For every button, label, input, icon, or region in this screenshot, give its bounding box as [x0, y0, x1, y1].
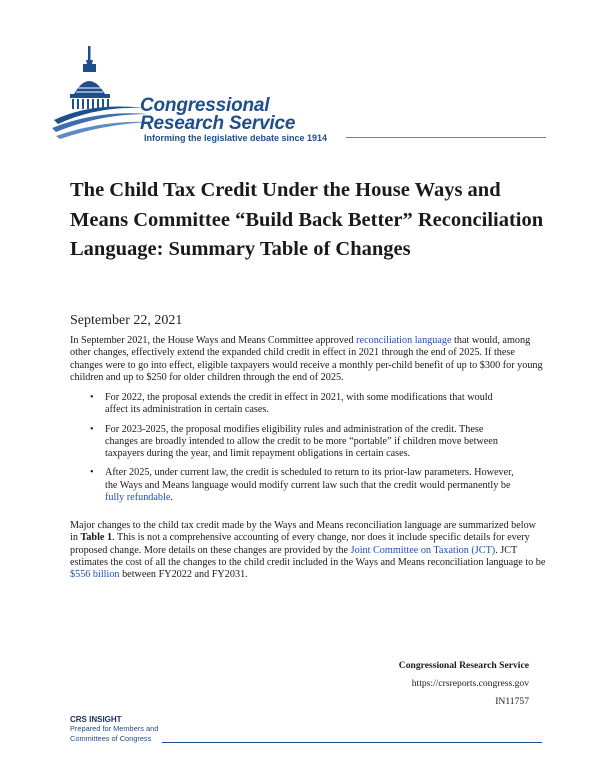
reconciliation-language-link[interactable]: reconciliation language [356, 335, 452, 346]
summary-text-2: . This is not a comprehensive accounting of every change, nor does it include specific details for every proposed change. More details on these changes are provided by the [70, 532, 530, 556]
bullet-tail: . [170, 492, 173, 504]
insight-label: CRS INSIGHT [70, 715, 122, 724]
jct-link[interactable]: Joint Committee on Taxation (JCT) [350, 544, 496, 556]
bullet-list [88, 392, 518, 511]
bullet-item-2023-2025 [88, 424, 518, 461]
summary-text-4: between FY2022 and FY2031. [119, 569, 248, 581]
capitol-dome-icon [52, 42, 152, 142]
insight-line2: Committees of Congress [70, 734, 152, 743]
logo-divider [346, 137, 546, 138]
bullet-icon: • [90, 423, 94, 435]
intro-text-1: In September 2021, the House Ways and Means Committee approved [70, 335, 357, 346]
bullet-text: For 2023-2025, the proposal modifies eligibility rules and administration of the credit. These changes are broadly intended to allow the credit to be more “portable” if children move between taxpayers during the year, and limit repayment obligations in certain cases. [105, 423, 498, 460]
bullet-item-2022 [88, 392, 518, 417]
cost-estimate-link[interactable]: $556 billion [70, 569, 120, 581]
bullet-text: For 2022, the proposal extends the credit in effect in 2021, with some modifications that would affect its administration in certain cases. [105, 392, 493, 416]
logo-tagline: Informing the legislative debate since 1914 [144, 133, 328, 143]
table-reference: Table 1 [80, 532, 113, 544]
intro-text-2: that would, among other changes, effectively extend the expanded child credit in effect in 2021 through the end of 2025. If these changes were to go into effect, eligible taxpayers would receive a monthly per-child benefit of up to $300 for young children and up to $250 for older children through the end of 2025. [70, 335, 543, 383]
footer-report-id: IN11757 [495, 696, 529, 707]
fully-refundable-link[interactable]: fully refundable [105, 492, 171, 504]
summary-text-1: Major changes to the child tax credit made by the Ways and Means reconciliation language are summarized below in [70, 520, 537, 544]
bullet-item-after-2025 [88, 467, 518, 504]
logo-name-line2: Research Service [140, 113, 296, 134]
logo-name-line1: Congressional [140, 95, 270, 116]
summary-paragraph [70, 520, 546, 581]
publication-date: September 22, 2021 [70, 313, 183, 328]
document-title: The Child Tax Credit Under the House Ways and Means Committee “Build Back Better” Reconciliation Language: Summary Table of Changes [70, 179, 544, 260]
summary-text-3: . JCT estimates the cost of all the changes to the child credit included in the Ways and Means reconciliation language to be [70, 544, 546, 568]
insight-line1: Prepared for Members and [70, 724, 159, 733]
bullet-icon: • [90, 392, 94, 403]
footer-divider [162, 742, 542, 743]
bullet-text: After 2025, under current law, the credit is scheduled to return to its prior-law parameters. However, the Ways and Means language would modify current law such that the credit would permanently be [105, 467, 514, 491]
footer-url: https://crsreports.congress.gov [411, 678, 529, 689]
crs-logo [52, 42, 552, 142]
footer-organization: Congressional Research Service [398, 660, 529, 671]
intro-paragraph [70, 335, 546, 384]
crs-insight-block [70, 715, 158, 744]
bullet-icon: • [90, 467, 94, 479]
